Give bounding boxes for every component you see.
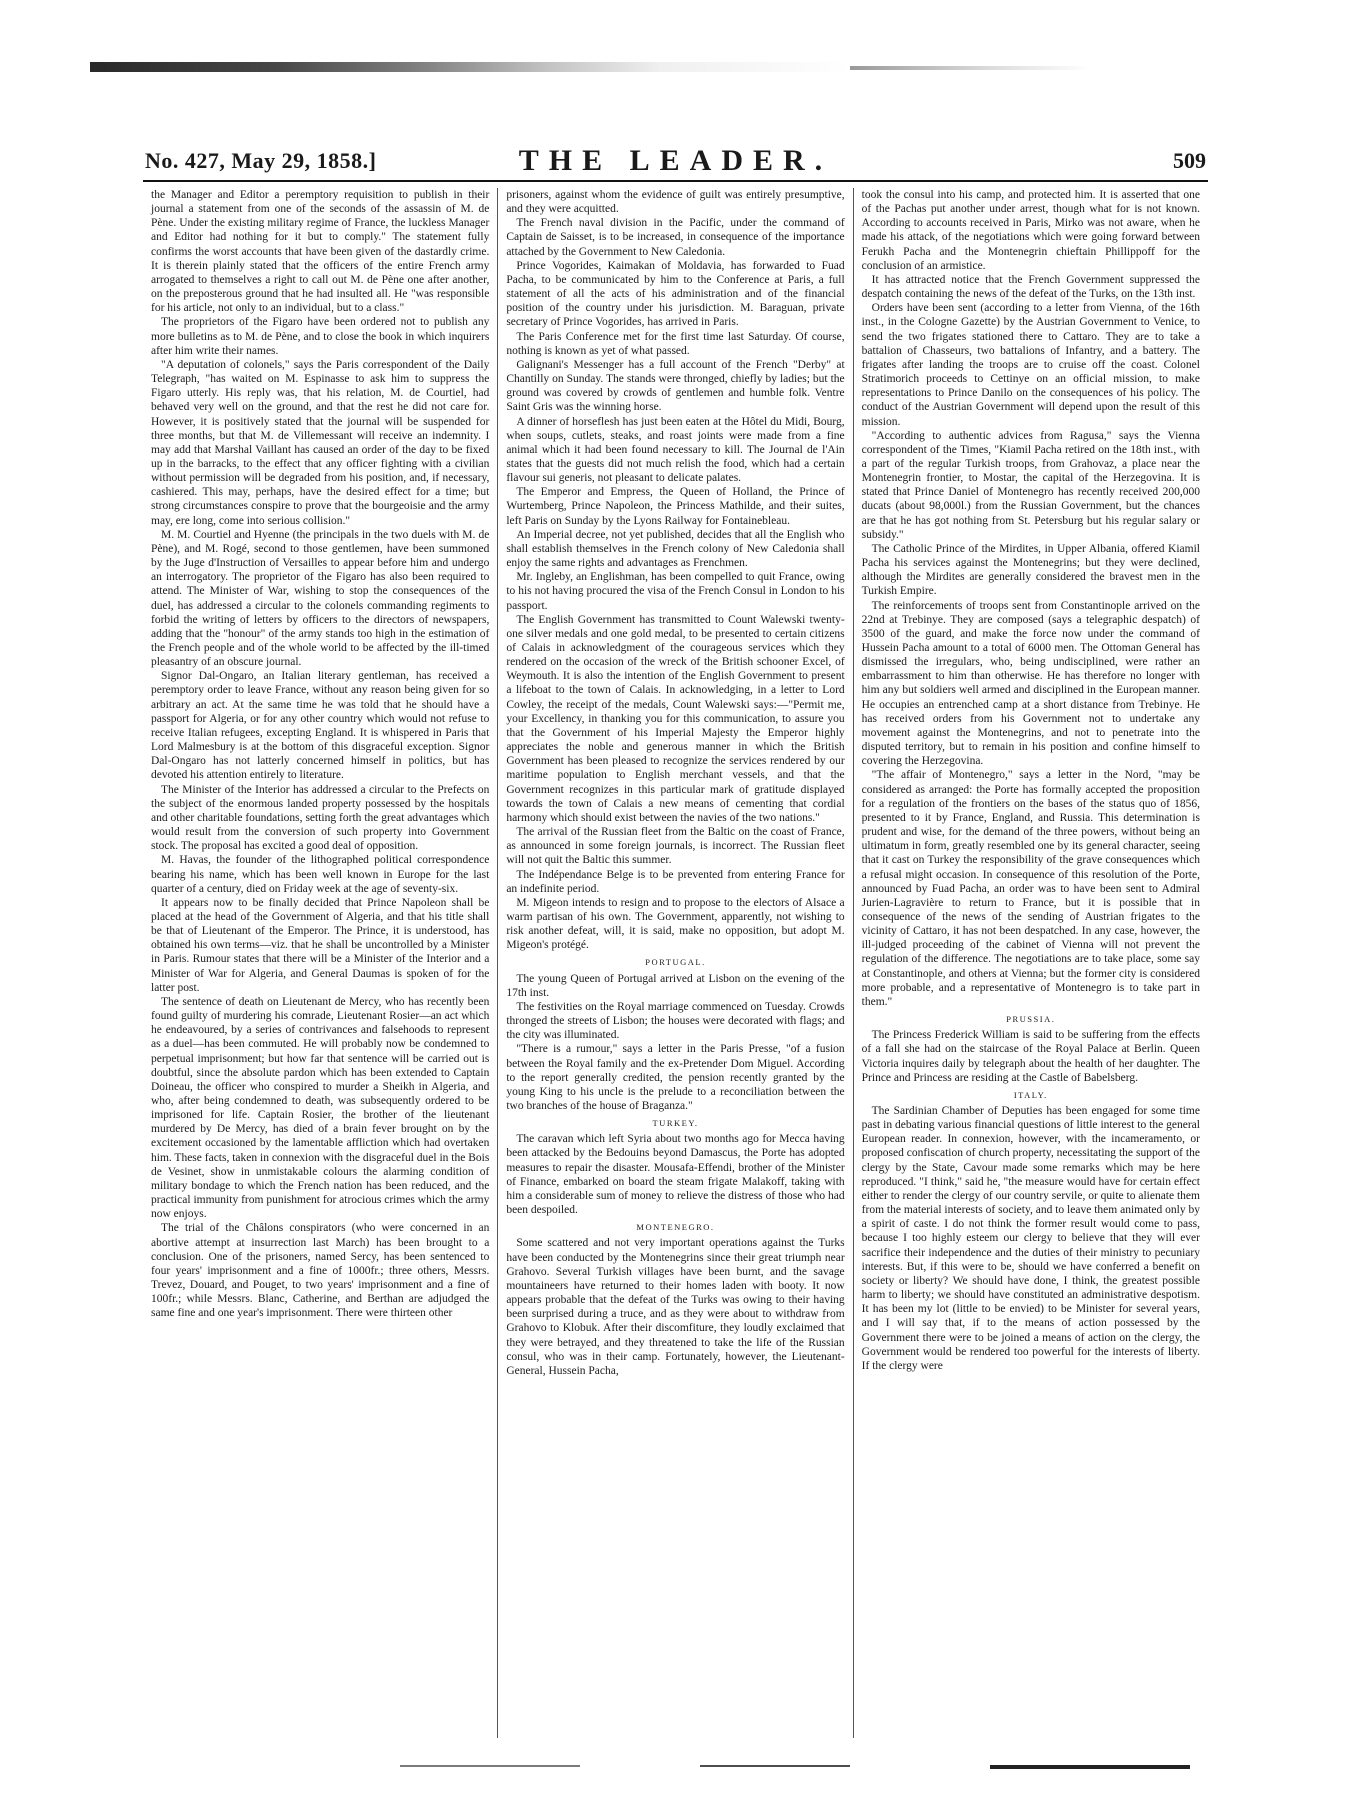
column-left <box>143 188 497 1738</box>
paragraph: The Emperor and Empress, the Queen of Holland, the Prince of Wurtemberg, Prince Napoleon, the Princess Mathilde, and their suites, left Paris on Sunday by the Lyons Railway for Fontainebleau. <box>506 486 845 527</box>
section-heading: PORTUGAL. <box>645 957 706 968</box>
paragraph: The trial of the Châlons conspirators (who were concerned in an abortive attempt at insurrection last March) has been brought to a conclusion. One of the prisoners, named Sercy, has been sentenced to four years' imprisonment and a fine of 1000fr.; three others, Messrs. Trevez, Douard, and Pouget, to two years' imprisonment and a fine of 100fr.; while Messrs. Blanc, Catherine, and Berthan are adjudged the same fine and one year's imprisonment. There were thirteen other <box>151 1222 490 1320</box>
paragraph: prisoners, against whom the evidence of guilt was entirely presumptive, and they were acquitted. <box>506 189 845 216</box>
paragraph: The Princess Frederick William is said to be suffering from the effects of a fall she had on the staircase of the Royal Palace at Berlin. Queen Victoria inquires daily by telegraph about the health of her daughter. The Prince and Princess are residing at the Castle of Babelsberg. <box>861 1029 1200 1084</box>
scan-artifact <box>90 62 850 72</box>
paragraph: took the consul into his camp, and protected him. It is asserted that one of the Pachas put another under arrest, though what for is not known. According to accounts received in Paris, Mirko was not aware, when he made his attack, of the negotiations which were going forward between Ferukh Pacha and the Montenegrin chieftain Phillippoff for the conclusion of an armistice. <box>861 189 1200 272</box>
scan-artifact <box>850 66 1090 70</box>
paragraph: the Manager and Editor a peremptory requisition to publish in their journal a statement from one of the seconds of the assassin of M. de Pène. Under the existing military regime of France, the luckless Manager and Editor had nothing for it but to comply." The statement fully confirms the worst accounts that have been given of the dastardly crime. It is therein plainly stated that the officers of the entire French army arrogated to themselves a right to call out M. de Pène one after another, on the preposterous ground that he had insulted all. He "was responsible for his article, not only to an individual, but to a class." <box>151 189 490 315</box>
article-columns <box>143 188 1208 1738</box>
paragraph: The Catholic Prince of the Mirdites, in Upper Albania, offered Kiamil Pacha his services against the Montenegrins; but they were declined, although the Mirdites are generally considered the bravest men in the Turkish Empire. <box>861 542 1200 598</box>
paragraph: The festivities on the Royal marriage commenced on Tuesday. Crowds thronged the streets of Lisbon; the houses were decorated with flags; and the city was illuminated. <box>506 1000 845 1042</box>
paragraph: "According to authentic advices from Ragusa," says the Vienna correspondent of the Times, "Kiamil Pacha retired on the 18th inst., with a part of the regular Turkish troops, from Grahovaz, a place near the Montenegrin frontier, to Mostar, the capital of the Herzegovina. It is stated that Prince Daniel of Montenegro has recently received 200,000 ducats (about 98,000l.) from the Russian Government, but the chances are that he has got nothing from St. Petersburg but his regular salary or subsidy." <box>861 429 1200 541</box>
paragraph: Mr. Ingleby, an Englishman, has been compelled to quit France, owing to his not having procured the visa of the French Consul in London to his passport. <box>506 571 845 612</box>
paragraph: M. Migeon intends to resign and to propose to the electors of Alsace a warm partisan of his own. The Government, apparently, not wishing to risk another defeat, will, it is said, make no opposition, but adopt M. Migeon's protégé. <box>506 896 845 952</box>
paragraph: The young Queen of Portugal arrived at Lisbon on the evening of the 17th inst. <box>506 972 845 999</box>
masthead <box>143 144 1208 182</box>
paragraph: The Indépendance Belge is to be prevented from entering France for an indefinite period. <box>506 868 845 895</box>
footer-rule <box>700 1765 850 1767</box>
paragraph: A dinner of horseflesh has just been eaten at the Hôtel du Midi, Bourg, when soups, cutlets, steaks, and roast joints were made from a fine animal which it had been found necessary to kill. The Journal de l'Ain states that the guests did not much relish the food, which had a certain flavour sui generis, not pleasant to delicate palates. <box>506 415 845 485</box>
newspaper-title: THE LEADER. <box>518 144 833 177</box>
paragraph: M. Havas, the founder of the lithographed political correspondence bearing his name, which has been well known in Europe for the last quarter of a century, died on Friday week at the age of seventy-six. <box>151 854 490 895</box>
paragraph: "The affair of Montenegro," says a letter in the Nord, "may be considered as arranged: the Porte has formally accepted the proposition for a regulation of the frontiers on the bases of the status quo of 1856, presented to it by France, England, and Russia. This determination is prudent and wise, for the demand of the three powers, without being an ultimatum in form, greatly resembled one by its general character, seeing that it cast on Turkey the responsibility of the grave consequences which a refusal might occasion. In consequence of this resolution of the Porte, announced by Fuad Pacha, an order was to have been sent to Admiral Jurien-Lagravière to return to France, but it is possible that in consequence of the news of the sending of Austrian frigates to the vicinity of Cattaro, it has not been despatched. In any case, however, the ill-judged proceeding of the cabinet of Vienna will not prevent the regulation of the difference. The negotiations are to take place, some say at Constantinople, and others at Vienna; but the former city is considered more probable, and a representative of Montenegro is to take part in them." <box>861 769 1200 1008</box>
page-number: 509 <box>1173 148 1206 173</box>
section-heading: MONTENEGRO. <box>636 1222 715 1233</box>
paragraph: "There is a rumour," says a letter in the Paris Presse, "of a fusion between the Royal family and the ex-Pretender Dom Miguel. According to the report generally credited, the pension recently granted by the young King to his uncle is the prelude to a reconciliation between the two branches of the house of Braganza." <box>506 1043 845 1112</box>
section-heading: PRUSSIA. <box>1006 1014 1056 1025</box>
paragraph: The caravan which left Syria about two months ago for Mecca having been attacked by the Bedouins beyond Damascus, the Porte has adopted measures to repair the disaster. Mousafa-Effendi, brother of the Minister of Finance, embarked on board the steam frigate Malakoff, taking with him a considerable sum of money to relieve the distress of those who had been despoiled. <box>506 1133 845 1217</box>
paragraph: The Sardinian Chamber of Deputies has been engaged for some time past in debating various financial questions of little interest to the general European reader. In connexion, however, with the incameramento, or proposed confiscation of church property, necessitating the support of the clergy by the State, Cavour made some remarks which may be here reproduced. "I think," said he, "the measure would have for certain effect either to render the clergy of our country servile, or quite to alienate them from the material interests of society, and to leave them animated only by a spirit of caste. I do not think the former result would come to pass, because I too highly esteem our clergy to believe that they will ever sacrifice their independence and the duties of their ministry to pecuniary interests. But, if this were to be, should we have conferred a benefit on society or liberty? We should have done, I think, the greatest possible harm to liberty; we should have constituted an administrative despotism. It has been my lot (little to be envied) to be Minister for several years, and I will say that, if to the means of action possessed by the Government there were to be joined a means of action on the clergy, the Government would be rendered too powerful for the interests of liberty. If the clergy were <box>861 1105 1200 1372</box>
paragraph: An Imperial decree, not yet published, decides that all the English who shall establish themselves in the French colony of New Caledonia shall enjoy the same rights and advantages as Frenchmen. <box>506 528 845 570</box>
column-right <box>853 188 1208 1738</box>
section-heading: ITALY. <box>1013 1089 1048 1100</box>
paragraph: Prince Vogorides, Kaimakan of Moldavia, has forwarded to Fuad Pacha, to be communicated by him to the Conference at Paris, a full statement of all the acts of his administration and of the financial position of the country under his jurisdiction. M. Baraguan, private secretary of Prince Vogorides, has arrived in Paris. <box>506 259 845 329</box>
paragraph: M. M. Courtiel and Hyenne (the principals in the two duels with M. de Pène), and M. Rogé, second to those gentlemen, have been summoned by the Juge d'Instruction of Versailles to appear before him and undergo an interrogatory. The proprietor of the Figaro has also been required to attend. The Minister of War, wishing to stop the consequences of the duel, has addressed a circular to the colonels commanding regiments to forbid the writing of letters by officers to the directors of newspapers, adding that the "honour" of the army stands too high in the estimation of the French people and of the whole world to be affected by the ill-timed pleasantry of an obscure journal. <box>151 528 490 669</box>
paragraph: The Minister of the Interior has addressed a circular to the Prefects on the subject of the enormous landed property possessed by the hospitals and other charitable foundations, setting forth the great advantages which would result from the conversion of such property into Government stock. The proposal has excited a good deal of opposition. <box>151 783 490 853</box>
paragraph: The French naval division in the Pacific, under the command of Captain de Saisset, is to be increased, in consequence of the importance attached by the Government to New Caledonia. <box>506 217 845 258</box>
paragraph: It has attracted notice that the French Government suppressed the despatch containing the news of the defeat of the Turks, on the 13th inst. <box>861 273 1200 301</box>
section-heading: TURKEY. <box>652 1118 699 1129</box>
paragraph: Galignani's Messenger has a full account of the French "Derby" at Chantilly on Sunday. The stands were thronged, chiefly by ladies; but the ground was covered by crowds of gentlemen and humble folk. Ventre Saint Gris was the winning horse. <box>506 358 845 414</box>
paragraph: Signor Dal-Ongaro, an Italian literary gentleman, has received a peremptory order to leave France, without any reason being given for so arbitrary an act. At the same time he was told that he should have a passport for Algeria, or for any other country which would not refuse to receive Italian refugees, excepting England. It is whispered in Paris that Lord Malmesbury is at the bottom of this disgraceful exception. Signor Dal-Ongaro has not latterly concerned himself in politics, but has devoted his attention entirely to literature. <box>151 670 490 782</box>
paragraph: The Paris Conference met for the first time last Saturday. Of course, nothing is known as yet of what passed. <box>506 330 845 357</box>
footer-rule <box>990 1765 1190 1769</box>
paragraph: "A deputation of colonels," says the Paris correspondent of the Daily Telegraph, "has waited on M. Espinasse to ask him to suppress the Figaro utterly. His reply was, that his relation, M. de Courtiel, had behaved very well on the ground, and that the rest he did not care for. However, it is positively stated that the journal will be suspended for three months, but that M. de Villemessant will receive an indemnity. I may add that Marshal Vaillant has caused an order of the day to be fixed up in the barracks, to the effect that any officer fighting with a civilian without permission will be degraded from his position, and, if necessary, cashiered. This may, perhaps, have the desired effect for a time; but strong circumstances conspire to prove that the bourgeoisie and the army may, ere long, come into serious collision." <box>151 358 490 527</box>
footer-rule <box>400 1765 580 1767</box>
paragraph: The proprietors of the Figaro have been ordered not to publish any more bulletins as to M. de Pène, and to close the book in which inquirers after him write their names. <box>151 316 490 357</box>
paragraph: Orders have been sent (according to a letter from Vienna, of the 16th inst., in the Cologne Gazette) by the Austrian Government to Venice, to send the two frigates stationed there to Cattaro. They are to take a battalion of Chasseurs, two battalions of Infantry, and a battery. The frigates after landing the troops are to cruise off the coast. Colonel Stratimorich proceeds to Cettinye on an official mission, to make representations to Prince Danilo on the consequences of his policy. The conduct of the Austrian Government will depend upon the result of this mission. <box>861 302 1200 428</box>
paragraph: Some scattered and not very important operations against the Turks have been conducted by the Montenegrins since their great triumph near Grahovo. Several Turkish villages have been burnt, and the savage mountaineers have returned to their homes laden with booty. It now appears probable that the defeat of the Turks was owing to their having been surprised during a truce, and as they were about to withdraw from Grahovo to Klobuk. After their discomfiture, they loudly exclaimed that they were betrayed, and they threatened to take the life of the Russian consul, who was in their camp. Fortunately, however, the Lieutenant-General, Hussein Pacha, <box>506 1237 845 1377</box>
paragraph: It appears now to be finally decided that Prince Napoleon shall be placed at the head of the Government of Algeria, and that his title shall be that of Lieutenant of the Emperor. The Prince, it is understood, has obtained his own terms—viz. that he shall be uncontrolled by a Minister in Paris. Rumour states that there will be a Minister of the Interior and a Minister of War for Algeria, and General Daumas is spoken of for the latter post. <box>151 896 490 994</box>
paragraph: The arrival of the Russian fleet from the Baltic on the coast of France, as announced in some foreign journals, is incorrect. The Russian fleet will not quit the Baltic this summer. <box>506 826 845 867</box>
paragraph: The reinforcements of troops sent from Constantinople arrived on the 22nd at Trebinye. They are composed (says a telegraphic despatch) of 3500 of the guard, and make the force now under the command of Hussein Pacha amount to a total of 6000 men. The Ottoman General has dismissed the irregulars, who, being undisciplined, were rather an embarrassment to him than otherwise. He has therefore no longer with him any but soldiers well armed and disciplined in the European manner. He occupies an entrenched camp at a short distance from Trebinye. He has received orders from his Government not to undertake any movement against the Montenegrins, and not to penetrate into the disputed territory, but to remain in his position and confine himself to covering the Herzegovina. <box>861 599 1200 768</box>
column-middle <box>497 188 852 1738</box>
paragraph: The English Government has transmitted to Count Walewski twenty-one silver medals and one gold medal, to be presented to certain citizens of Calais in acknowledgment of the courageous services which they rendered on the occasion of the wreck of the British schooner Excel, of Weymouth. It is also the intention of the English Government to present a lifeboat to the town of Calais. In acknowledging, in a letter to Lord Cowley, the receipt of the medals, Count Walewski says:—"Permit me, your Excellency, in thanking you for this communication, to assure you that the Government of his Imperial Majesty the Emperor highly appreciates the noble and generous manner in which the British Government has been pleased to recognize the services rendered by our maritime population to English merchant vessels, and that the Government recognizes in this particular mark of gratitude displayed towards the town of Calais a new means of cementing that cordial harmony which should exist between the navies of the two nations." <box>506 613 845 824</box>
paragraph: The sentence of death on Lieutenant de Mercy, who has recently been found guilty of murdering his comrade, Lieutenant Rosier—an act which he endeavoured, by a series of contrivances and falsehoods to represent as a duel—has been commuted. He will probably now be condemned to perpetual imprisonment; but how far that sentence will be carried out is doubtful, since the absolute pardon which has been extended to Captain Doineau, the officer who conspired to murder a Sheikh in Algeria, and who, after being condemned to death, was subsequently ordered to be imprisoned for life. Captain Rosier, the brother of the lieutenant murdered by De Mercy, has died of a brain fever brought on by the excitement occasioned by the lamentable affliction which had overtaken him. These facts, taken in connexion with the disgraceful duel in the Bois de Vesinet, show in unmistakable colours the alarming condition of military bondage to which the French nation has been reduced, and the practical immunity from punishment for atrocious crimes which the army now enjoys. <box>151 995 490 1221</box>
issue-date: No. 427, May 29, 1858.] <box>145 148 377 173</box>
